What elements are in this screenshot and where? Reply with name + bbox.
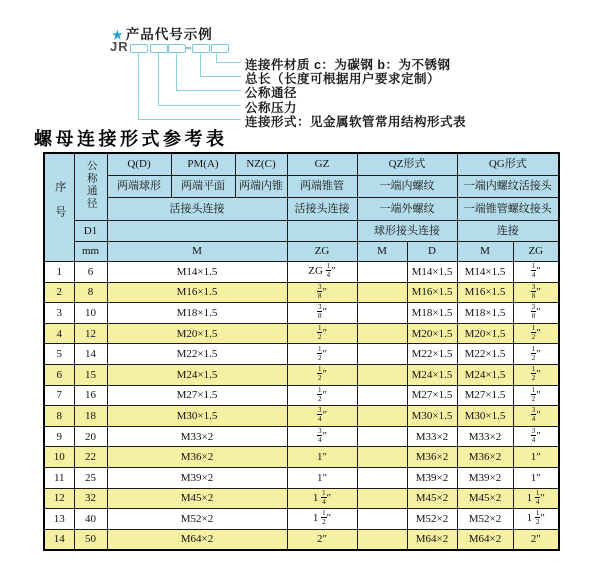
cell-m-thread: M22×1.5 [107,344,287,365]
table-body [44,262,559,551]
table-row [44,509,559,530]
cell-dn-mm: 14 [74,344,107,365]
cell-qg-zg: $\frac{3}{8}$ ″ [513,282,559,303]
page-title: 螺母连接形式参考表 [34,129,228,150]
table-row [44,467,559,488]
cell-qg-zg: 1″ [513,447,559,468]
table-row [44,344,559,365]
code-label-connection: 连接形式：见金属软管常用结构形式表 [245,115,467,129]
cell-qz-d: M18×1.5 [407,303,457,324]
header-unit-qg-zg: ZG [513,242,559,262]
cell-qg-zg: 1″ [513,467,559,488]
header-dn-text: 公称通径 [85,160,97,211]
cell-m-thread: M36×2 [107,447,287,468]
header-row-connection [44,198,559,221]
cell-qz-d: M45×2 [407,488,457,509]
cell-qg-zg: $\frac{1}{2}$ ″ [513,323,559,344]
cell-index: 13 [44,509,74,530]
reference-table [43,152,560,551]
cell-gz-zg: 1″ [287,447,357,468]
cell-qg-zg: $\frac{3}{4}$ ″ [513,406,559,427]
code-label-material: 连接件材质 c：为碳钢 b：为不锈钢 [245,58,451,72]
header-unit-gz: ZG [287,242,357,262]
table-header [44,153,559,262]
header-col-dn [74,153,107,221]
cell-qg-zg: 1 $\frac{1}{2}$ ″ [513,509,559,530]
table-row [44,488,559,509]
header-unit-m: M [107,242,287,262]
cell-gz-zg: $\frac{1}{2}$ ″ [287,344,357,365]
cell-qz-m [357,426,407,447]
header-unit-mm: mm [74,242,107,262]
header-form-nz-desc: 两端内锥 [235,176,287,198]
cell-qg-zg: $\frac{1}{2}$ ″ [513,344,559,365]
cell-dn-mm: 12 [74,323,107,344]
code-label-length: 总长（长度可根据用户要求定制） [245,72,441,86]
header-form-qz-desc2: 一端外螺纹 [357,198,457,221]
header-form-qg-desc2: 一端锥管螺纹接头 [457,198,559,221]
cell-gz-zg: 1 $\frac{1}{2}$ ″ [287,509,357,530]
header-gz-conn: 活接头连接 [287,198,357,221]
cell-dn-mm: 40 [74,509,107,530]
cell-qg-m: M45×2 [457,488,513,509]
cell-gz-zg: 1 $\frac{1}{4}$ ″ [287,488,357,509]
header-unit-qz-d: D [407,242,457,262]
table-row [44,303,559,324]
cell-qz-d: M27×1.5 [407,385,457,406]
header-form-pm-desc: 两端平面 [171,176,235,198]
cell-m-thread: M27×1.5 [107,385,287,406]
header-form-q-code: Q(D) [107,153,171,176]
header-form-qz-desc1: 一端内螺纹 [357,176,457,198]
cell-index: 2 [44,282,74,303]
header-row-units [44,242,559,262]
header-qg-conn: 连接 [457,221,559,242]
cell-m-thread: M30×1.5 [107,406,287,427]
cell-gz-zg: $\frac{3}{8}$ ″ [287,282,357,303]
code-prefix: JR [110,39,129,54]
cell-index: 4 [44,323,74,344]
cell-gz-zg: ZG $\frac{1}{4}$ ″ [287,262,357,283]
cell-qz-m [357,488,407,509]
cell-m-thread: M20×1.5 [107,323,287,344]
cell-qg-m: M52×2 [457,509,513,530]
connector-line-5 [216,52,241,63]
cell-index: 11 [44,467,74,488]
header-unit-qz-m: M [357,242,407,262]
code-label-pressure: 公称压力 [245,101,298,115]
cell-dn-mm: 18 [74,406,107,427]
cell-qg-m: M16×1.5 [457,282,513,303]
cell-qz-d: M52×2 [407,509,457,530]
cell-qz-m [357,262,407,283]
cell-qg-m: M30×1.5 [457,406,513,427]
cell-gz-zg: $\frac{1}{2}$ ″ [287,364,357,385]
header-qz-conn: 球形接头连接 [357,221,457,242]
cell-qz-m [357,282,407,303]
cell-qg-m: M20×1.5 [457,323,513,344]
cell-gz-zg: $\frac{3}{8}$ ″ [287,303,357,324]
cell-qz-m [357,323,407,344]
cell-qz-m [357,406,407,427]
cell-dn-mm: 22 [74,447,107,468]
cell-qg-m: M27×1.5 [457,385,513,406]
table-row [44,447,559,468]
header-row-codes [44,153,559,176]
cell-gz-zg: $\frac{1}{2}$ ″ [287,323,357,344]
cell-qz-m [357,509,407,530]
header-union-joint: 活接头连接 [107,198,287,221]
cell-qg-m: M22×1.5 [457,344,513,365]
header-form-q-desc: 两端球形 [107,176,171,198]
cell-dn-mm: 16 [74,385,107,406]
cell-qz-d: M14×1.5 [407,262,457,283]
header-form-gz-desc: 两端锥管 [287,176,357,198]
header-empty-m-area [107,221,287,242]
cell-index: 8 [44,406,74,427]
cell-qz-m [357,385,407,406]
cell-gz-zg: $\frac{3}{4}$ ″ [287,426,357,447]
cell-m-thread: M14×1.5 [107,262,287,283]
cell-dn-mm: 15 [74,364,107,385]
cell-dn-mm: 50 [74,529,107,550]
cell-qz-d: M24×1.5 [407,364,457,385]
cell-dn-mm: 20 [74,426,107,447]
cell-qz-d: M36×2 [407,447,457,468]
cell-gz-zg: 2″ [287,529,357,550]
cell-qg-m: M36×2 [457,447,513,468]
cell-index: 6 [44,364,74,385]
cell-dn-mm: 6 [74,262,107,283]
cell-qg-m: M64×2 [457,529,513,550]
cell-qz-d: M30×1.5 [407,406,457,427]
header-col-index [44,153,74,262]
cell-qg-m: M18×1.5 [457,303,513,324]
cell-dn-mm: 25 [74,467,107,488]
cell-qg-zg: $\frac{1}{2}$ ″ [513,385,559,406]
cell-qz-d: M64×2 [407,529,457,550]
header-d1: D1 [74,221,107,242]
cell-qz-d: M16×1.5 [407,282,457,303]
cell-m-thread: M33×2 [107,426,287,447]
cell-qg-zg: $\frac{3}{4}$ ″ [513,426,559,447]
header-row-d1 [44,221,559,242]
cell-gz-zg: $\frac{3}{4}$ ″ [287,406,357,427]
cell-qz-m [357,364,407,385]
header-form-pm-code: PM(A) [171,153,235,176]
cell-m-thread: M16×1.5 [107,282,287,303]
header-form-qz-code: QZ形式 [357,153,457,176]
table-row [44,323,559,344]
cell-qz-m [357,467,407,488]
cell-index: 7 [44,385,74,406]
cell-qz-m [357,344,407,365]
cell-gz-zg: $\frac{1}{2}$ ″ [287,385,357,406]
table-row [44,282,559,303]
table-row [44,385,559,406]
cell-qg-zg: 2″ [513,529,559,550]
table-row [44,262,559,283]
cell-dn-mm: 8 [74,282,107,303]
header-empty-gz [287,221,357,242]
cell-qz-m [357,529,407,550]
cell-qz-m [357,447,407,468]
header-form-nz-code: NZ(C) [235,153,287,176]
cell-m-thread: M18×1.5 [107,303,287,324]
cell-dn-mm: 10 [74,303,107,324]
cell-gz-zg: 1″ [287,467,357,488]
cell-qg-m: M14×1.5 [457,262,513,283]
cell-qg-m: M24×1.5 [457,364,513,385]
cell-index: 1 [44,262,74,283]
cell-qg-m: M33×2 [457,426,513,447]
diagram-heading-text: 产品代号示例 [125,27,213,42]
header-form-qg-desc1: 一端内螺纹活接头 [457,176,559,198]
cell-index: 14 [44,529,74,550]
cell-m-thread: M52×2 [107,509,287,530]
header-form-qg-code: QG形式 [457,153,559,176]
cell-m-thread: M39×2 [107,467,287,488]
code-label-diameter: 公称通径 [245,86,298,100]
cell-qz-d: M33×2 [407,426,457,447]
cell-qg-zg: $\frac{1}{2}$ ″ [513,364,559,385]
cell-m-thread: M64×2 [107,529,287,550]
cell-index: 12 [44,488,74,509]
header-form-gz-code: GZ [287,153,357,176]
table-row [44,364,559,385]
cell-qz-d: M20×1.5 [407,323,457,344]
cell-qz-d: M22×1.5 [407,344,457,365]
table-row [44,529,559,550]
cell-qg-zg: 1 $\frac{1}{4}$ ″ [513,488,559,509]
table-row [44,426,559,447]
cell-qg-zg: $\frac{3}{8}$ ″ [513,303,559,324]
cell-qg-zg: $\frac{1}{4}$ ″ [513,262,559,283]
cell-index: 10 [44,447,74,468]
header-row-ends [44,176,559,198]
cell-m-thread: M24×1.5 [107,364,287,385]
cell-qg-m: M39×2 [457,467,513,488]
header-unit-qg-m: M [457,242,513,262]
cell-index: 3 [44,303,74,324]
cell-m-thread: M45×2 [107,488,287,509]
star-icon: ★ [112,28,124,42]
cell-dn-mm: 32 [74,488,107,509]
header-index-text: 序号 [53,180,66,231]
cell-qz-d: M39×2 [407,467,457,488]
cell-index: 9 [44,426,74,447]
cell-qz-m [357,303,407,324]
cell-index: 5 [44,344,74,365]
table-row [44,406,559,427]
code-dash [185,47,191,49]
